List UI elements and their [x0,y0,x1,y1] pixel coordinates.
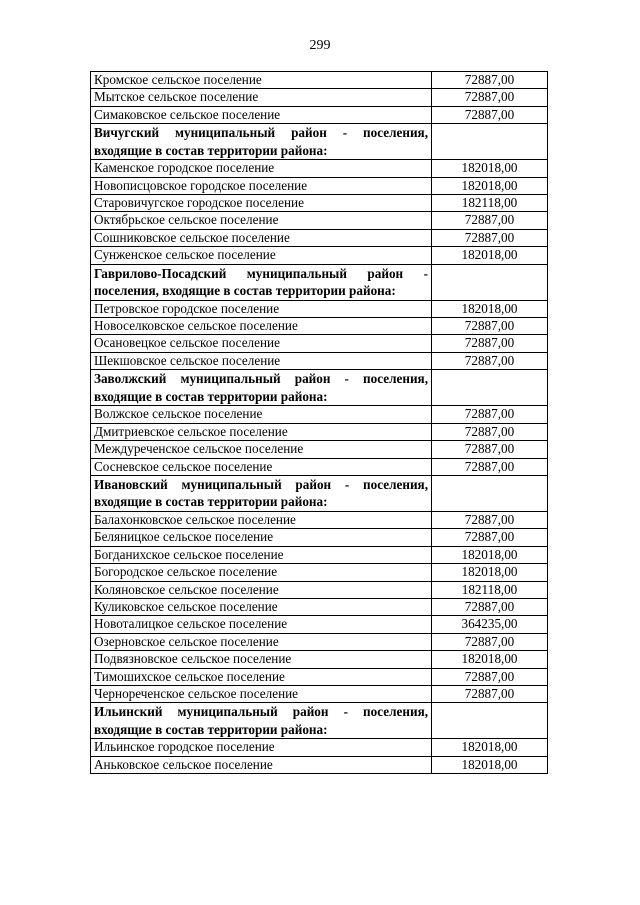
amount-value: 72887,00 [432,423,548,440]
amount-value: 182018,00 [432,546,548,563]
amount-value: 72887,00 [432,229,548,246]
table-row [91,458,548,475]
settlement-name: Сунженское сельское поселение [91,247,432,264]
amount-value: 72887,00 [432,511,548,528]
amount-value [432,370,548,406]
table-row [91,229,548,246]
table-row [91,335,548,352]
settlement-name: Дмитриевское сельское поселение [91,423,432,440]
amount-value: 72887,00 [432,335,548,352]
amount-value: 72887,00 [432,685,548,702]
district-name: Заволжский муниципальный район - поселения, входящие в состав территории района: [91,370,432,406]
page-number: 299 [309,38,331,53]
settlement-name: Богданихское сельское поселение [91,546,432,563]
settlement-name: Шекшовское сельское поселение [91,352,432,369]
settlement-name: Тимошихское сельское поселение [91,668,432,685]
amount-value: 72887,00 [432,458,548,475]
amount-value: 182018,00 [432,177,548,194]
amount-value: 364235,00 [432,616,548,633]
table-row [91,212,548,229]
amount-value: 182118,00 [432,195,548,212]
amount-value: 72887,00 [432,441,548,458]
table-row [91,72,548,89]
settlement-name: Богородское сельское поселение [91,564,432,581]
table-row [91,616,548,633]
amount-value: 72887,00 [432,598,548,615]
amount-value: 182018,00 [432,756,548,773]
district-header-row [91,703,548,739]
amount-value: 182018,00 [432,739,548,756]
amount-value: 72887,00 [432,72,548,89]
amount-value: 72887,00 [432,668,548,685]
amount-value: 182118,00 [432,581,548,598]
settlement-name: Каменское городское поселение [91,160,432,177]
amount-value: 182018,00 [432,564,548,581]
district-name: Ивановский муниципальный район - поселения, входящие в состав территории района: [91,475,432,511]
table-row [91,247,548,264]
settlement-name: Волжское сельское поселение [91,406,432,423]
amount-value [432,264,548,300]
table-row [91,441,548,458]
amount-value: 72887,00 [432,352,548,369]
table-row [91,318,548,335]
amount-value: 72887,00 [432,212,548,229]
table-row [91,581,548,598]
settlement-name: Ильинское городское поселение [91,739,432,756]
settlement-name: Беляницкое сельское поселение [91,529,432,546]
settlement-name: Междуреченское сельское поселение [91,441,432,458]
amount-value: 72887,00 [432,633,548,650]
settlement-name: Октябрьское сельское поселение [91,212,432,229]
settlement-name: Старовичугское городское поселение [91,195,432,212]
table-row [91,668,548,685]
table-row [91,546,548,563]
table-row [91,651,548,668]
settlement-name: Аньковское сельское поселение [91,756,432,773]
settlement-name: Кромское сельское поселение [91,72,432,89]
table-row [91,177,548,194]
amount-value: 182018,00 [432,160,548,177]
settlement-name: Чернореченское сельское поселение [91,685,432,702]
settlement-name: Симаковское сельское поселение [91,106,432,123]
settlement-name: Сошниковское сельское поселение [91,229,432,246]
district-header-row [91,264,548,300]
settlement-name: Новописцовское городское поселение [91,177,432,194]
district-name: Вичугский муниципальный район - поселения, входящие в состав территории района: [91,124,432,160]
settlement-name: Мытское сельское поселение [91,89,432,106]
amount-value: 72887,00 [432,106,548,123]
amount-value: 72887,00 [432,318,548,335]
table-row [91,300,548,317]
amount-value [432,475,548,511]
table-row [91,352,548,369]
table-row [91,598,548,615]
district-header-row [91,475,548,511]
settlement-name: Новоталицкое сельское поселение [91,616,432,633]
table-row [91,756,548,773]
settlement-name: Балахонковское сельское поселение [91,511,432,528]
table-row [91,106,548,123]
settlement-name: Петровское городское поселение [91,300,432,317]
district-header-row [91,124,548,160]
amount-value [432,703,548,739]
table-row [91,564,548,581]
table-row [91,195,548,212]
settlements-table [90,71,548,774]
settlement-name: Осановецкое сельское поселение [91,335,432,352]
table-body [91,72,548,774]
amount-value: 72887,00 [432,406,548,423]
table-row [91,511,548,528]
settlement-name: Куликовское сельское поселение [91,598,432,615]
amount-value: 182018,00 [432,651,548,668]
district-name: Ильинский муниципальный район - поселения, входящие в состав территории района: [91,703,432,739]
table-row [91,633,548,650]
district-name: Гаврилово-Посадский муниципальный район - поселения, входящие в состав территории района: [91,264,432,300]
table-row [91,423,548,440]
amount-value: 182018,00 [432,300,548,317]
amount-value [432,124,548,160]
amount-value: 182018,00 [432,247,548,264]
settlement-name: Новоселковское сельское поселение [91,318,432,335]
settlement-name: Озерновское сельское поселение [91,633,432,650]
amount-value: 72887,00 [432,89,548,106]
table-row [91,739,548,756]
table-row [91,529,548,546]
table-row [91,89,548,106]
settlement-name: Подвязновское сельское поселение [91,651,432,668]
table-row [91,160,548,177]
amount-value: 72887,00 [432,529,548,546]
settlement-name: Сосневское сельское поселение [91,458,432,475]
district-header-row [91,370,548,406]
table-row [91,406,548,423]
table-row [91,685,548,702]
settlement-name: Коляновское сельское поселение [91,581,432,598]
